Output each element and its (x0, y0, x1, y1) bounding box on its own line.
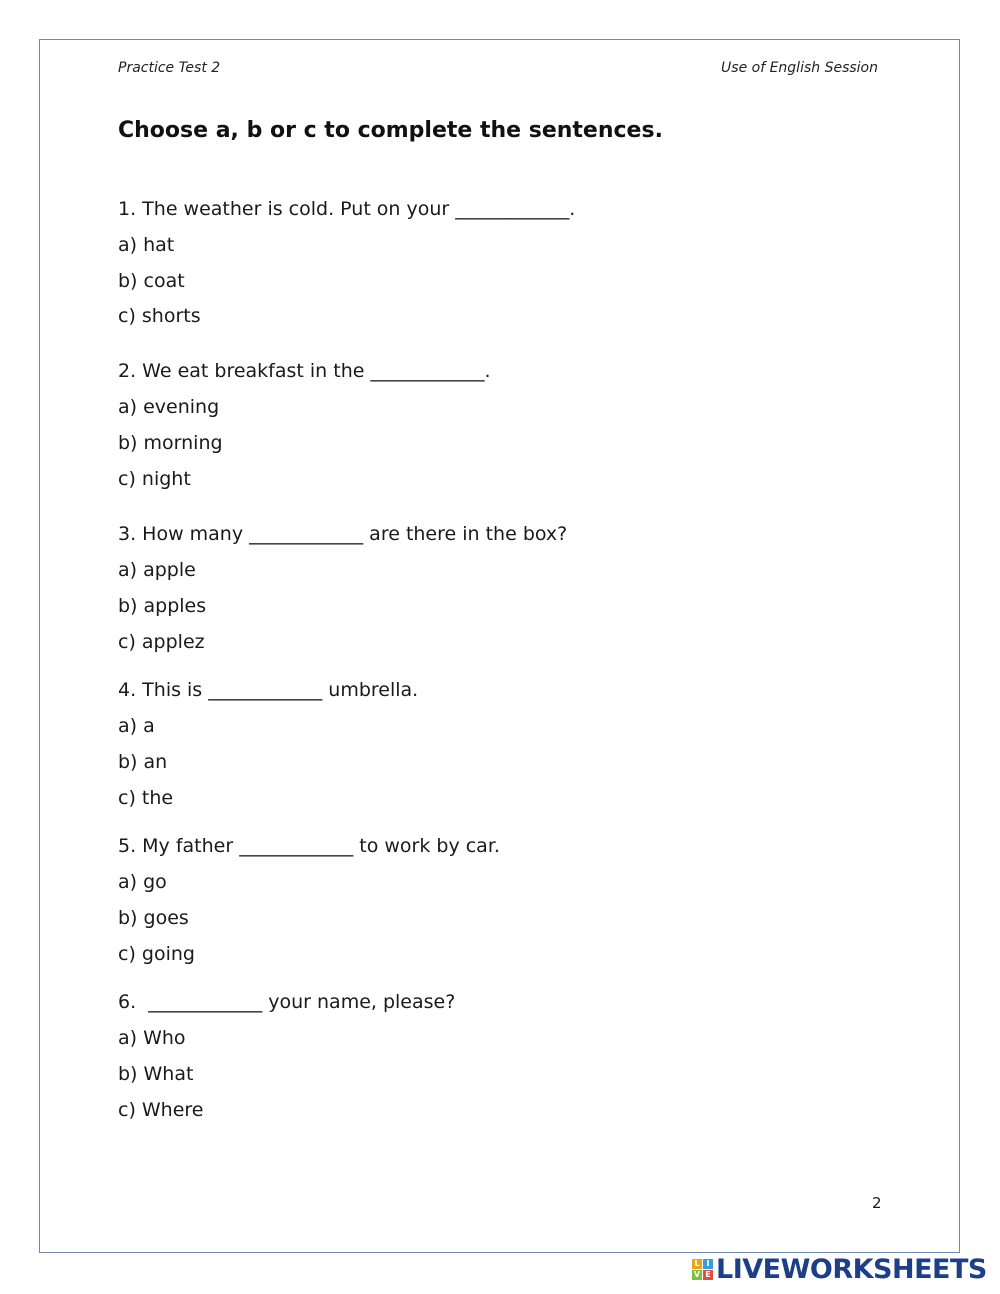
question-4-stem: 4. This is ____________ umbrella. (118, 679, 419, 701)
question-3-option-b[interactable]: b) apples (118, 595, 207, 617)
question-4-option-c[interactable]: c) the (118, 787, 174, 809)
header-left: Practice Test 2 (118, 60, 221, 76)
question-6-option-a[interactable]: a) Who (118, 1027, 186, 1049)
question-3-option-a[interactable]: a) apple (118, 559, 196, 581)
liveworksheets-brand[interactable] (692, 1254, 987, 1284)
question-6-option-b[interactable]: b) What (118, 1063, 194, 1085)
question-5-option-c[interactable]: c) going (118, 943, 195, 965)
question-1-option-a[interactable]: a) hat (118, 234, 175, 256)
liveworksheets-logo-icon (692, 1259, 713, 1280)
question-4-option-a[interactable]: a) a (118, 715, 155, 737)
question-2-option-a[interactable]: a) evening (118, 396, 220, 418)
logo-letter-l: L (692, 1259, 702, 1269)
question-2-option-c[interactable]: c) night (118, 468, 191, 490)
page-number: 2 (872, 1194, 882, 1212)
question-6-option-c[interactable]: c) Where (118, 1099, 204, 1121)
question-1-stem: 1. The weather is cold. Put on your ____________. (118, 198, 576, 220)
brand-name: LIVEWORKSHEETS (716, 1253, 987, 1285)
logo-letter-e: E (703, 1270, 713, 1280)
header-right: Use of English Session (721, 60, 878, 76)
question-5-stem: 5. My father ____________ to work by car. (118, 835, 500, 857)
question-6-stem: 6. ____________ your name, please? (118, 991, 456, 1013)
question-3-option-c[interactable]: c) applez (118, 631, 205, 653)
logo-letter-i: I (703, 1259, 713, 1269)
page-title: Choose a, b or c to complete the sentences. (118, 118, 663, 143)
question-3-stem: 3. How many ____________ are there in the box? (118, 523, 568, 545)
logo-letter-v: V (693, 1269, 701, 1279)
question-2-stem: 2. We eat breakfast in the ____________. (118, 360, 491, 382)
question-1-option-b[interactable]: b) coat (118, 270, 185, 292)
question-5-option-b[interactable]: b) goes (118, 907, 189, 929)
question-2-option-b[interactable]: b) morning (118, 432, 223, 454)
question-4-option-b[interactable]: b) an (118, 751, 168, 773)
question-5-option-a[interactable]: a) go (118, 871, 167, 893)
question-1-option-c[interactable]: c) shorts (118, 305, 201, 327)
